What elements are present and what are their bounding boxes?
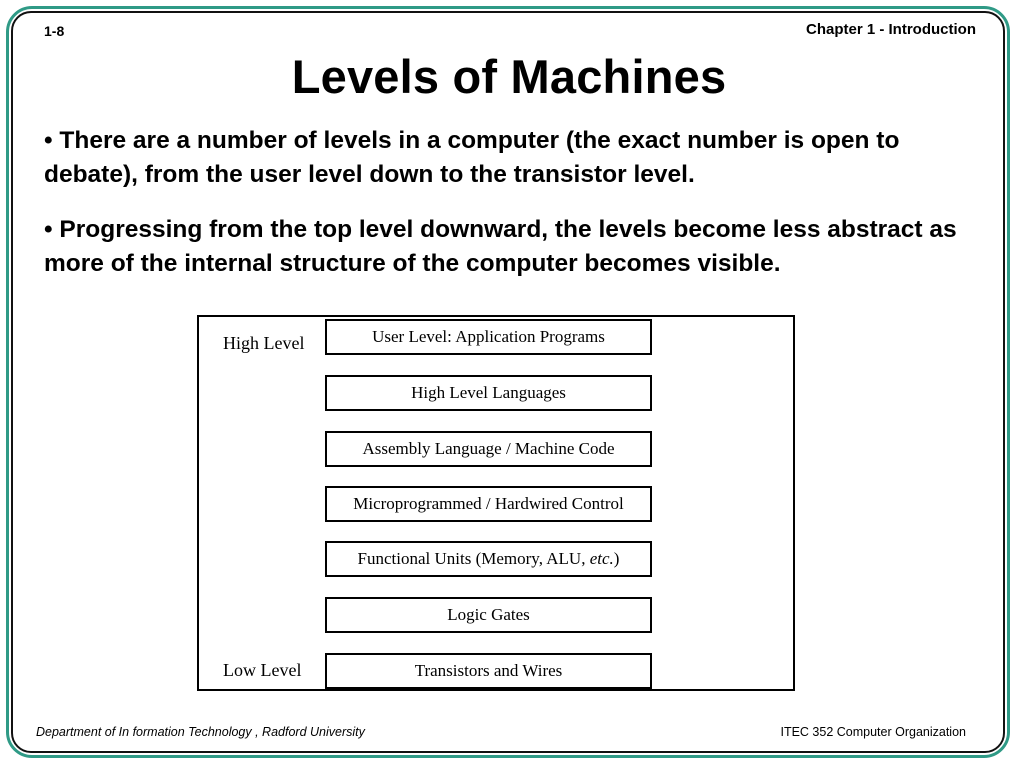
- functional-units-label: Functional Units (Memory, ALU,: [357, 549, 590, 568]
- level-box-logic-gates: Logic Gates: [325, 597, 652, 633]
- slide-title: Levels of Machines: [291, 50, 727, 103]
- level-box-functional-units: [325, 541, 652, 577]
- level-box-user: User Level: Application Programs: [325, 319, 652, 355]
- functional-units-close: ): [613, 549, 620, 568]
- footer-course: ITEC 352 Computer Organization: [780, 725, 966, 739]
- bullet-point-1: • There are a number of levels in a computer (the exact number is open to debate), from the user level down to the transistor level.: [44, 127, 900, 188]
- low-level-label: Low Level: [223, 660, 302, 680]
- bullet-point-2: • Progressing from the top level downward, the levels become less abstract as more of the internal structure of the computer becomes visible.: [44, 216, 957, 277]
- footer-department: Department of In formation Technology , Radford University: [36, 725, 365, 739]
- level-box-microprogrammed: Microprogrammed / Hardwired Control: [325, 486, 652, 522]
- level-box-functional-units-text: [358, 549, 620, 569]
- high-level-label: High Level: [223, 333, 305, 353]
- functional-units-etc: etc.: [589, 549, 614, 568]
- level-box-high-level-languages: High Level Languages: [325, 375, 652, 411]
- chapter-label: Chapter 1 - Introduction: [806, 21, 976, 38]
- level-box-assembly: Assembly Language / Machine Code: [325, 431, 652, 467]
- levels-diagram: [197, 315, 795, 691]
- level-box-transistors: Transistors and Wires: [325, 653, 652, 689]
- page-number: 1-8: [44, 23, 65, 39]
